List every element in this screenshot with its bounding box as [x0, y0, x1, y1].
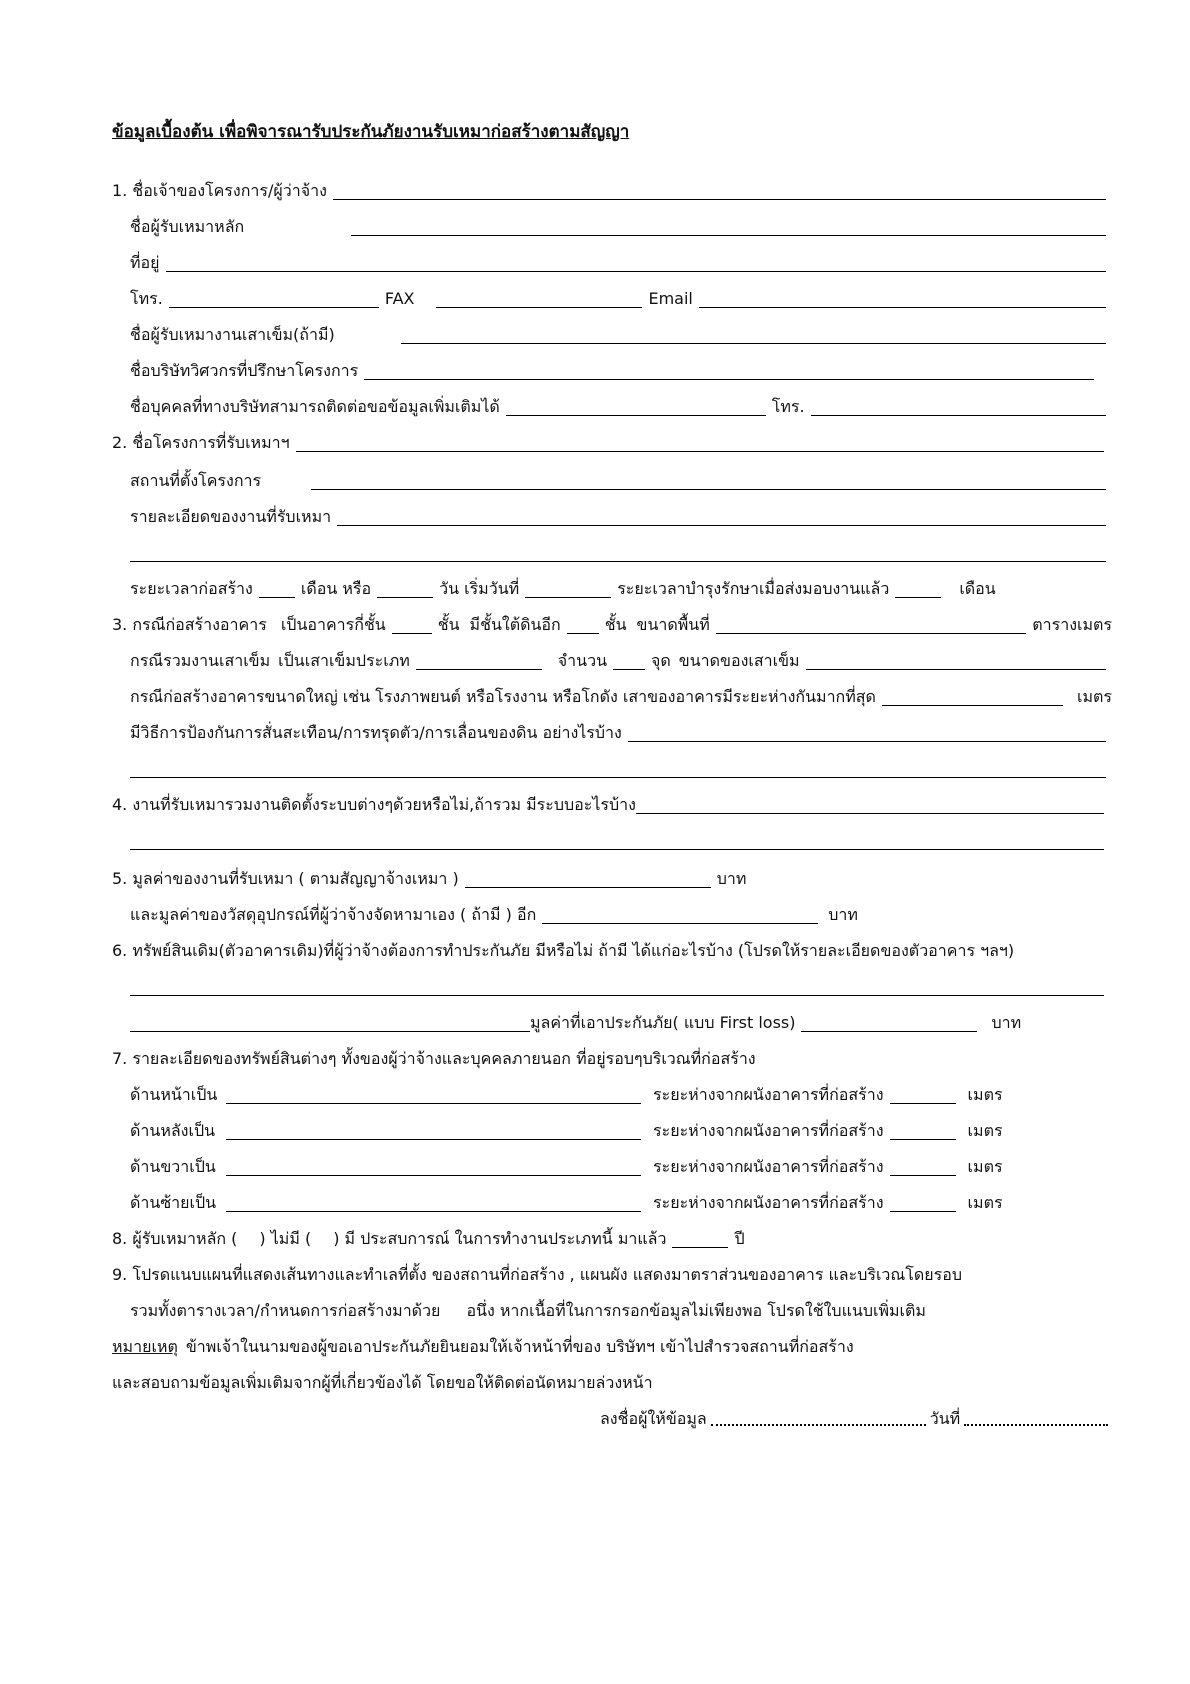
side-right-field[interactable] [226, 1157, 641, 1176]
maintenance-field[interactable] [895, 579, 941, 598]
location-label: สถานที่ตั้งโครงการ [130, 471, 262, 490]
project-name-field[interactable] [296, 433, 1104, 452]
side-front-row [130, 1082, 1112, 1108]
piles-row [130, 648, 1112, 674]
side-right-row [130, 1154, 1112, 1180]
existing-row [112, 938, 1122, 964]
attach-line-1: 9. โปรดแนบแผนที่แสดงเส้นทางและทำเลที่ตั้ง ของสถานที่ก่อสร้าง , แผนผัง แสดงมาตราส่วนของอาคาร และบริเวณโดยรอบ [112, 1265, 962, 1284]
side-front-field[interactable] [226, 1085, 641, 1104]
materials-value-field[interactable] [542, 905, 818, 924]
owner-row [112, 178, 1112, 204]
basement-field[interactable] [567, 615, 599, 634]
month2-label: เดือน [959, 579, 996, 598]
duration-days-field[interactable] [377, 579, 433, 598]
existing-field-2[interactable] [130, 1013, 530, 1032]
date-label: วันที่ [929, 1409, 961, 1428]
floor-unit-label: ชั้น [437, 615, 460, 634]
owner-label: 1. ชื่อเจ้าของโครงการ/ผู้ว่าจ้าง [112, 181, 327, 200]
experience-years-field[interactable] [672, 1229, 728, 1248]
form-title: ข้อมูลเบื้องต้น เพื่อพิจารณารับประกันภัยงานรับเหมาก่อสร้างตามสัญญา [112, 122, 630, 142]
main-contractor-field[interactable] [351, 217, 1106, 236]
note-text: ข้าพเจ้าในนามของผู้ขอเอาประกันภัยยินยอมให้เจ้าหน้าที่ของ บริษัทฯ เข้าไปสำรวจสถานที่ก่อสร้าง [185, 1337, 854, 1356]
duration-label: ระยะเวลาก่อสร้าง [130, 579, 253, 598]
side-back-distance-field[interactable] [890, 1121, 956, 1140]
insured-value-row [130, 1010, 1112, 1036]
column-spacing-field[interactable] [882, 687, 1063, 706]
signature-field[interactable] [711, 1406, 926, 1426]
side-left-label: ด้านซ้ายเป็น [130, 1193, 217, 1212]
prevent-label: มีวิธีการป้องกันการสั่นสะเทือน/การทรุดตัว/การเลื่อนของดิน อย่างไรบ้าง [130, 723, 622, 742]
tel-label: โทร. [130, 289, 163, 308]
prevent-row-2 [130, 756, 1112, 782]
floors-field[interactable] [392, 615, 432, 634]
value-label: 5. มูลค่าของงานที่รับเหมา ( ตามสัญญาจ้างเหมา ) [112, 869, 459, 888]
side-back-distance-label: ระยะห่างจากผนังอาคารที่ก่อสร้าง [653, 1121, 884, 1140]
existing-label: 6. ทรัพย์สินเดิม(ตัวอาคารเดิม)ที่ผู้ว่าจ้างต้องการทำประกันภัย มีหรือไม่ ถ้ามี ได้แก่อะไรบ้าง (โปรดให้รายละเอียดของตัวอาคาร ฯลฯ) [112, 941, 1015, 960]
side-back-unit: เมตร [967, 1121, 1003, 1140]
main-contractor-label: ชื่อผู้รับเหมาหลัก [130, 217, 245, 236]
value-row [112, 866, 1112, 892]
count-unit-label: จุด [651, 651, 671, 670]
address-label: ที่อยู่ [130, 253, 160, 272]
side-front-unit: เมตร [967, 1085, 1003, 1104]
details-field[interactable] [337, 507, 1106, 526]
details-row-2 [130, 540, 1112, 566]
side-back-label: ด้านหลังเป็น [130, 1121, 216, 1140]
attach-row-2 [130, 1298, 1112, 1324]
side-front-distance-field[interactable] [890, 1085, 956, 1104]
area-label: ขนาดพื้นที่ [636, 615, 710, 634]
fax-label: FAX [384, 289, 415, 308]
year-label: ปี [734, 1229, 745, 1248]
consultant-label: ชื่อบริษัทวิศวกรที่ปรึกษาโครงการ [130, 361, 359, 380]
start-date-label: วัน เริ่มวันที่ [439, 579, 520, 598]
surroundings-row [112, 1046, 1112, 1072]
main-contractor-row [130, 214, 1112, 240]
side-back-row [130, 1118, 1112, 1144]
consultant-field[interactable] [364, 361, 1094, 380]
side-right-distance-label: ระยะห่างจากผนังอาคารที่ก่อสร้าง [653, 1157, 884, 1176]
project-name-label: 2. ชื่อโครงการที่รับเหมาฯ [112, 433, 290, 452]
tel-field[interactable] [169, 289, 379, 308]
basement-unit-label: ชั้น [604, 615, 627, 634]
pile-contractor-label: ชื่อผู้รับเหมางานเสาเข็ม(ถ้ามี) [130, 325, 335, 344]
contact-tel-field[interactable] [811, 397, 1106, 416]
note-row [112, 1334, 1112, 1360]
pile-type-label: เป็นเสาเข็มประเภท [278, 651, 410, 670]
systems-field[interactable] [636, 795, 1104, 814]
maintenance-label: ระยะเวลาบำรุงรักษาเมื่อส่งมอบงานแล้ว [617, 579, 890, 598]
side-left-distance-field[interactable] [890, 1193, 956, 1212]
building-label: 3. กรณีก่อสร้างอาคาร [112, 615, 267, 634]
side-back-field[interactable] [226, 1121, 641, 1140]
duration-months-field[interactable] [259, 579, 295, 598]
attach-line-2: รวมทั้งตารางเวลา/กำหนดการก่อสร้างมาด้วย [130, 1301, 441, 1320]
duration-row [130, 576, 1112, 602]
contact-tel-label: โทร. [771, 397, 805, 416]
note-label: หมายเหตุ [112, 1337, 178, 1356]
contact-row [130, 286, 1112, 312]
piles-label: กรณีรวมงานเสาเข็ม [130, 651, 271, 670]
contact-person-label: ชื่อบุคคลที่ทางบริษัทสามารถติดต่อขอข้อมูลเพิ่มเติมได้ [130, 397, 500, 416]
date-field[interactable] [964, 1406, 1108, 1426]
baht2-label: บาท [828, 905, 858, 924]
note-text-2: และสอบถามข้อมูลเพิ่มเติมจากผู้ที่เกี่ยวข้องได้ โดยขอให้ติดต่อนัดหมายล่วงหน้า [112, 1373, 653, 1392]
side-right-unit: เมตร [967, 1157, 1003, 1176]
contact-person-row [130, 394, 1112, 420]
attach-row [112, 1262, 1112, 1288]
details-label: รายละเอียดของงานที่รับเหมา [130, 507, 332, 526]
month-label: เดือน หรือ [300, 579, 372, 598]
count-field[interactable] [613, 651, 645, 670]
location-field[interactable] [311, 471, 1106, 490]
experience-none: ) ไม่มี ( [259, 1229, 312, 1248]
side-left-row [130, 1190, 1112, 1216]
side-left-distance-label: ระยะห่างจากผนังอาคารที่ก่อสร้าง [653, 1193, 884, 1212]
note-row-2 [112, 1370, 1112, 1396]
pile-size-field[interactable] [806, 651, 1106, 670]
contact-person-field[interactable] [506, 397, 766, 416]
baht3-label: บาท [991, 1013, 1022, 1032]
large-unit-label: เมตร [1077, 687, 1112, 706]
materials-label: และมูลค่าของวัสดุอุปกรณ์ที่ผู้ว่าจ้างจัดหามาเอง ( ถ้ามี ) อีก [130, 905, 537, 924]
email-field[interactable] [699, 289, 1106, 308]
side-front-label: ด้านหน้าเป็น [130, 1085, 218, 1104]
prevent-field[interactable] [628, 723, 1106, 742]
systems-label: 4. งานที่รับเหมารวมงานติดตั้งระบบต่างๆด้วยหรือไม่,ถ้ารวม มีระบบอะไรบ้าง [112, 795, 636, 814]
building-row [112, 612, 1112, 638]
pile-contractor-row [130, 322, 1112, 348]
side-right-label: ด้านขวาเป็น [130, 1157, 216, 1176]
pile-type-field[interactable] [416, 651, 542, 670]
basement-label: มีชั้นใต้ดินอีก [469, 615, 561, 634]
prevent-row [130, 720, 1112, 746]
floors-label: เป็นอาคารกี่ชั้น [280, 615, 386, 634]
details-field-2[interactable] [130, 543, 1106, 562]
area-unit-label: ตารางเมตร [1032, 615, 1112, 634]
experience-has: ) มี ประสบการณ์ ในการทำงานประเภทนี้ มาแล้ว [333, 1229, 667, 1248]
area-field[interactable] [716, 615, 1026, 634]
baht-label: บาท [716, 869, 747, 888]
systems-row-2 [130, 828, 1112, 854]
side-front-distance-label: ระยะห่างจากผนังอาคารที่ก่อสร้าง [653, 1085, 884, 1104]
email-label: Email [648, 289, 693, 308]
consultant-row [130, 358, 1112, 384]
address-row [130, 250, 1112, 276]
large-building-label: กรณีก่อสร้างอาคารขนาดใหญ่ เช่น โรงภาพยนต์ หรือโรงงาน หรือโกดัง เสาของอาคารมีระยะห่างกันมากที่สุด [130, 687, 876, 706]
side-left-unit: เมตร [967, 1193, 1003, 1212]
attach-line-2b: อนึ่ง หากเนื้อที่ในการกรอกข้อมูลไม่เพียงพอ โปรดใช้ใบแนบเพิ่มเติม [466, 1301, 926, 1320]
materials-row [130, 902, 1112, 928]
address-field[interactable] [166, 253, 1106, 272]
experience-prefix: 8. ผู้รับเหมาหลัก ( [112, 1229, 238, 1248]
existing-row-2 [130, 974, 1112, 1000]
count-label: จำนวน [557, 651, 608, 670]
contract-value-field[interactable] [465, 869, 711, 888]
signature-row [600, 1406, 1112, 1432]
prevent-field-2[interactable] [130, 759, 1106, 778]
start-date-field[interactable] [525, 579, 611, 598]
side-left-field[interactable] [226, 1193, 641, 1212]
owner-field[interactable] [333, 181, 1106, 200]
pile-size-label: ขนาดของเสาเข็ม [678, 651, 800, 670]
location-row [130, 468, 1112, 494]
signature-label: ลงชื่อผู้ให้ข้อมูล [600, 1409, 707, 1428]
large-building-row [130, 684, 1112, 710]
systems-field-2[interactable] [130, 831, 1104, 850]
surroundings-label: 7. รายละเอียดของทรัพย์สินต่างๆ ทั้งของผู้ว่าจ้างและบุคคลภายนอก ที่อยู่รอบๆบริเวณที่ก่อสร้าง [112, 1049, 756, 1068]
fax-field[interactable] [436, 289, 642, 308]
pile-contractor-field[interactable] [401, 325, 1106, 344]
details-row [130, 504, 1112, 530]
side-right-distance-field[interactable] [890, 1157, 956, 1176]
systems-row [112, 792, 1112, 818]
insured-value-field[interactable] [801, 1013, 977, 1032]
project-name-row [112, 430, 1112, 456]
experience-row [112, 1226, 1112, 1252]
existing-field[interactable] [130, 977, 1104, 996]
insured-value-label: มูลค่าที่เอาประกันภัย( แบบ First loss) [530, 1013, 796, 1032]
